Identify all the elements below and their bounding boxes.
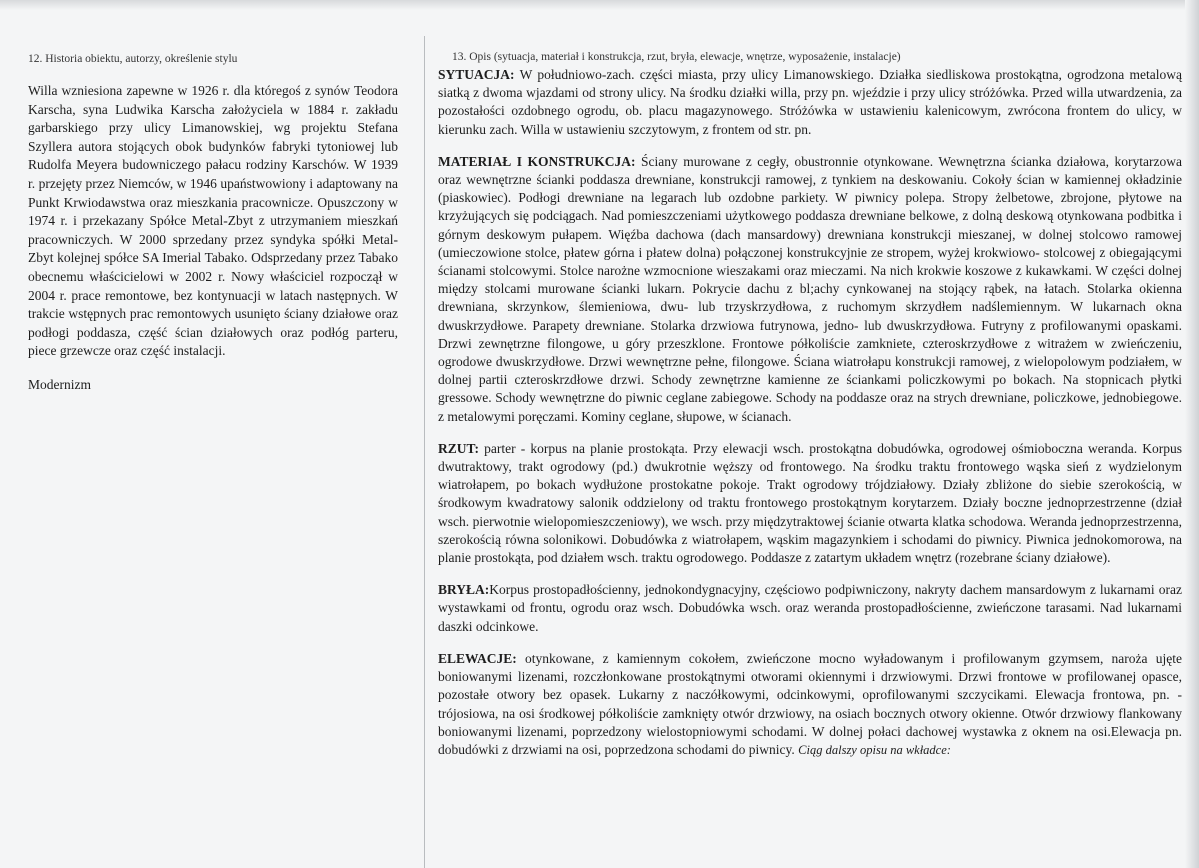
section-text: W południowo-zach. części miasta, przy ulicy Limanowskiego. Działka siedliskowa prostokątna, ogrodzona metalową siatką z dwoma wjazdami od strony ulicy. Na środku działki willa, przy pn. wjeździe i przy ulicy stróżówka. Przed willa utwardzenia, za pozostałości ozdobnego ogrodu, ob. placu magazynowego. Stróżówka w ustawieniu kalenicowym, zwrócona frontem do ulicy, w kierunku zach. Willa w ustawieniu szczytowym, z frontem od str. pn. (438, 67, 1182, 137)
section-elewacje (438, 650, 1182, 759)
history-heading: 12. Historia obiektu, autorzy, określenie stylu (28, 53, 238, 65)
description-column (438, 50, 1182, 773)
description-heading: 13. Opis (sytuacja, materiał i konstrukcja, rzut, bryła, elewacje, wnętrze, wyposażenie, instalacje) (452, 51, 901, 63)
section-label: ELEWACJE: (438, 650, 517, 666)
scan-edge-right (1185, 0, 1199, 868)
continued-note: Ciąg dalszy opisu na wkładce: (798, 742, 951, 757)
scan-edge-top (0, 0, 1199, 10)
history-text-block (28, 82, 398, 361)
section-bryla (438, 581, 1182, 636)
section-label: SYTUACJA: (438, 67, 515, 82)
column-divider (424, 36, 425, 868)
section-rzut (438, 440, 1182, 567)
section-label: MATERIAŁ I KONSTRUKCJA: (438, 153, 636, 169)
section-sytuacja (438, 66, 1182, 139)
style-label: Modernizm (28, 376, 91, 392)
section-text: parter - korpus na planie prostokąta. Przy elewacji wsch. prostokątna dobudówka, ogrodowej ośmioboczna weranda. Korpus dwutraktowy, trakt ogrodowy (pd.) dwukrotnie węższy od frontowego. Na środku traktu frontowego wąska sień z wydzielonym wiatrołapem, po bokach wydłużone prostokatne pokoje. Trakt ogrodowy trójdziałowy. Działy zbliżone do siebie szerokością, w środkowym kwadratowy salonik oddzielony od traktu frontowego prostokątnym korytarzem. Działy boczne jednoprzestrzenne (dział wsch. pierwotnie wielopomieszczeniowy), we wsch. przy międzytraktowej ścianie otwarta klatka schodowa. Weranda jednoprzestrzenna, szerokością równa solonikowi. Dobudówka z wiatrołapem, wąskim magazynkiem i schodami do piwnicy. Piwnica jednokomorowa, na planie prostokąta, pod działem wsch. traktu ogrodowego. Poddasze z zatartym układem wnętrz (rozebrane ściany działowe). (438, 440, 1182, 566)
section-material-konstrukcja (438, 153, 1182, 426)
history-column (28, 52, 398, 393)
section-text: Korpus prostopadłościenny, jednokondygnacyjny, częściowo podpiwniczony, nakryty dachem mansardowym z lukarnami oraz wystawkami od frontu, ogrodu oraz wsch. Dobudówka wsch. oraz weranda prostopadłościenne, zwieńczone tarasami. Nad lukarnami daszki odcinkowe. (438, 582, 1182, 634)
section-text: Ściany murowane z cegły, obustronnie otynkowane. Wewnętrzna ścianka działowa, korytarzowa oraz wewnętrzne ścianki poddasza drewniane, konstrukcji ramowej, z tynkiem na deskowaniu. Cokoły ścian w kamiennej okładzinie (piaskowiec). Podłogi drewniane na legarach lub ozdobne parkiety. W piwnicy polepa. Stropy żelbetowe, zbrojone, płytowe na krzyżujących się podciągach. Nad pomieszczeniami użytkowego poddasza drewniane belkowe, z dolną deskową otynkowana podbitka i górnym deskowym pułapem. Więźba dachowa (dach mansardowy) drewniana konstrukcji mieszanej, w dolnej stolcowo ramowej (umieczowione stolce, płatew górna i płatew dolna) połączonej konstrukcyjnie ze stropem, wyżej krokwiowo- stolcowej z obiegającymi ścianami stolcowymi. Stolce narożne wzmocnione wieszakami oraz mieczami. Na nich krokwie koszowe z kukawkami. W części dolnej między stolcami murowane ścianki lukarn. Pokrycie dachu z bl;achy cynkowanej na stojący rąbek, na łatach. Stolarka okienna drewniana, skrzynkow, ślemieniowa, dwu- lub trzyskrzydłowa, z ruchomym skrzydłem nadślemiennym. W lukarnach okna dwuskrzydłowe. Parapety drewniane. Stolarka drzwiowa futrynowa, jedno- lub dwuskrzydłowa. Futryny z profilowanymi opaskami. Drzwi zewnętrzne filongowe, u góry przeszklone. Frontowe półkoliście zamkniete, czteroskrzydłowe z witrażem w zwieńczeniu, ogrodowe dwuskrzydłowe. Drzwi wewnętrzne pełne, filongowe. Ściana wiatrołapu konstrukcji ramowej, z wielopolowym podziałem, w dolnej partii czteroskrzdłowe drzwi. Schody zewnętrzne kamienne ze ściankami policzkowymi po bokach. Na stopnicach płytki gressowe. Schody wewnętrzne do piwnic ceglane zabiegowe. Schody na poddasze oraz na strych drewniane, policzkowe, jednobiegowe. z metalowymi poręczami. Kominy ceglane, słupowe, w ścianach. (438, 153, 1182, 424)
section-text: otynkowane, z kamiennym cokołem, zwieńczone mocno wyładowanym i profilowanym gzymsem, naroża ujęte boniowanymi lizenami, rozczłonkowane prostokątnymi otworami okiennymi i drzwiowymi. Drzwi frontowe w profilowanej opasce, pozostałe otwory bez opasek. Lukarny z naczółkowymi, odcinkowymi, oprofilowanymi szczycikami. Elewacja frontowa, pn. - trójosiowa, na osi środkowej półkoliście zamknięty otwór drzwiowy, na osiach bocznych otwory okienne. Otwór drzwiowy flankowany boniowanymi lizenami, poprzedzony wielostopniowymi schodami. W dolnej połaci dachowej wystawka z oknem na osi.Elewacja pn. dobudówki z drzwiami na osi, poprzedzona schodami do piwnicy. (438, 650, 1182, 757)
section-label: RZUT: (438, 440, 480, 456)
history-paragraph: Willa wzniesiona zapewne w 1926 r. dla któregoś z synów Teodora Karscha, syna Ludwika Karscha założyciela w 1884 r. zakładu garbarskiego przy ulicy Limanowskiej, wg projektu Stefana Szyllera autora stojących obok budynków fabryki tytoniowej lub Rudolfa Meyera budowniczego pałacu rodziny Karschów. W 1939 r. przejęty przez Niemców, w 1946 upaństwowiony i adaptowany na Punkt Krwiodawstwa oraz mieszkania pracownicze. Opuszczony w 1974 r. i przekazany Spółce Metal-Zbyt z utrzymaniem mieszkań pracowniczych. W 2000 sprzedany przez syndyka spółki Metal-Zbyt kolejnej spółce SA Imerial Tabako. Odsprzedany przez Tabako obecnemu właścicielowi w 2002 r. Nowy właściciel rozpoczął w 2004 r. prace remontowe, bez kontynuacji w latach następnych. W trakcie wstępnych prac remontowych usunięto ściany działowe oraz podłogi poddasza, część ścian działowych oraz podłóg parteru, piece grzewcze oraz część instalacji. (28, 83, 398, 359)
section-label: BRYŁA: (438, 582, 490, 598)
